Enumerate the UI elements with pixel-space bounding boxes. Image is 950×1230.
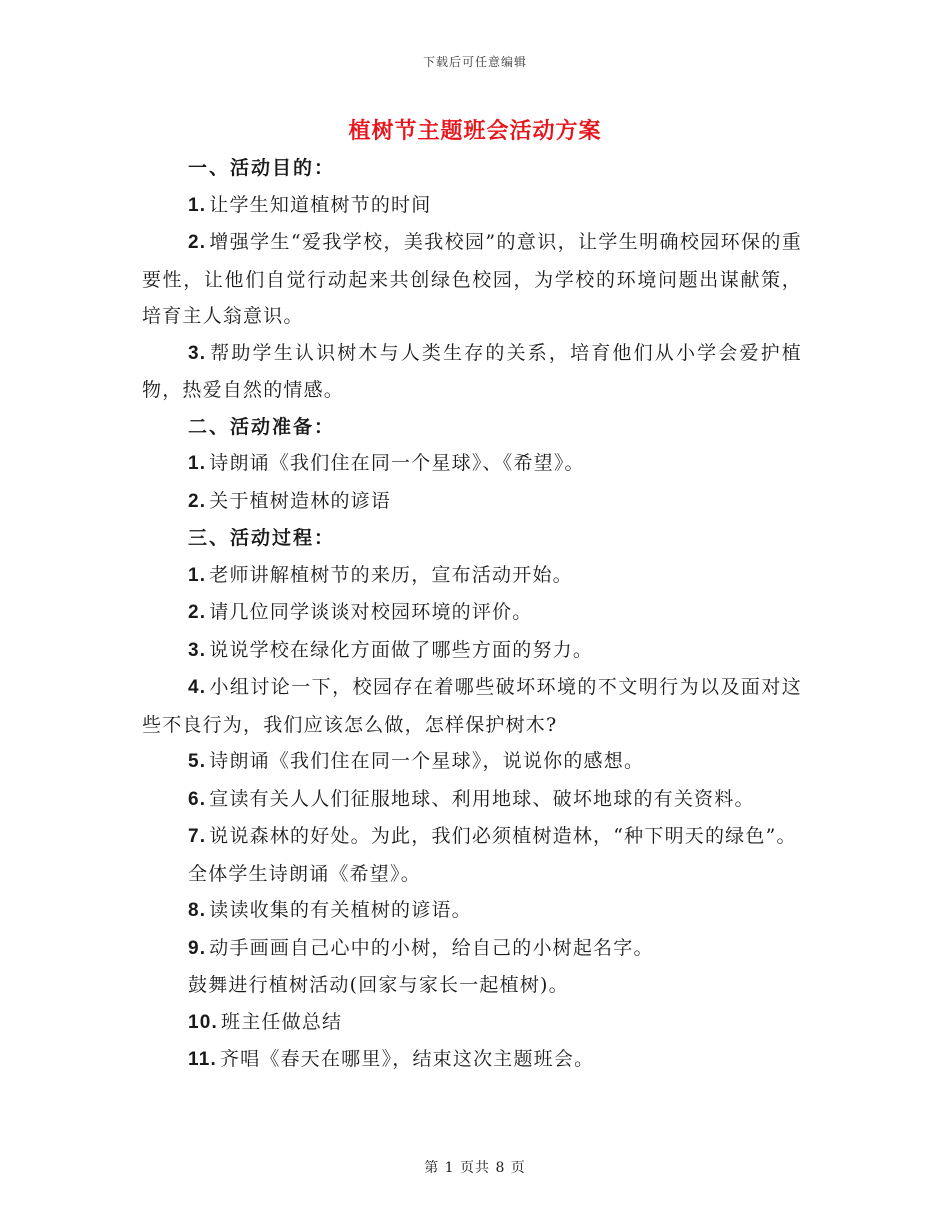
list-item: 3. 帮助学生认识树木与人类生存的关系，培育他们从小学会爱护植物，热爱自然的情感。 bbox=[142, 341, 802, 401]
page-title: 植树节主题班会活动方案 bbox=[348, 118, 602, 144]
list-item: 5. 诗朗诵《我们住在同一个星球》，说说你的感想。 bbox=[188, 750, 645, 772]
section-heading-process: 三、活动过程： bbox=[188, 527, 336, 549]
section-heading-purpose: 一、活动目的： bbox=[188, 157, 336, 179]
list-item: 1. 诗朗诵《我们住在同一个星球》、《希望》。 bbox=[188, 452, 585, 474]
list-item: 8. 读读收集的有关植树的谚语。 bbox=[188, 899, 472, 921]
page-footer: 第 1 页共 8 页 bbox=[424, 1160, 526, 1176]
document-body bbox=[142, 150, 802, 1079]
list-item: 9. 动手画画自己心中的小树，给自己的小树起名字。 bbox=[188, 936, 654, 959]
list-item: 2. 关于植树造林的谚语 bbox=[188, 489, 392, 512]
list-item: 7. 说说森林的好处。为此，我们必须植树造林，“种下明天的绿色”。 bbox=[188, 825, 797, 847]
list-item: 4. 小组讨论一下，校园存在着哪些破坏环境的不文明行为以及面对这些不良行为，我们应该怎么做，怎样保护树木? bbox=[142, 676, 802, 736]
section-heading-preparation: 二、活动准备： bbox=[188, 415, 336, 438]
list-item: 1. 让学生知道植树节的时间 bbox=[188, 193, 432, 216]
list-item: 11. 齐唱《春天在哪里》，结束这次主题班会。 bbox=[188, 1048, 595, 1070]
page-header: 下载后可任意编辑 bbox=[422, 55, 527, 69]
plain-paragraph: 鼓舞进行植树活动(回家与家长一起植树)。 bbox=[188, 974, 569, 996]
list-item: 10. 班主任做总结 bbox=[188, 1010, 343, 1033]
plain-paragraph: 全体学生诗朗诵《希望》。 bbox=[188, 862, 421, 885]
list-item: 3. 说说学校在绿化方面做了哪些方面的努力。 bbox=[188, 638, 594, 661]
list-item: 6. 宣读有关人人们征服地球、利用地球、破坏地球的有关资料。 bbox=[188, 787, 755, 810]
list-item: 1. 老师讲解植树节的来历，宣布活动开始。 bbox=[188, 563, 573, 586]
list-item: 2. 请几位同学谈谈对校园环境的评价。 bbox=[188, 601, 533, 623]
list-item: 2. 增强学生“爱我学校，美我校园”的意识，让学生明确校园环保的重要性，让他们自觉行动起来共创绿色校园，为学校的环境问题出谋献策，培育主人翁意识。 bbox=[142, 231, 802, 327]
